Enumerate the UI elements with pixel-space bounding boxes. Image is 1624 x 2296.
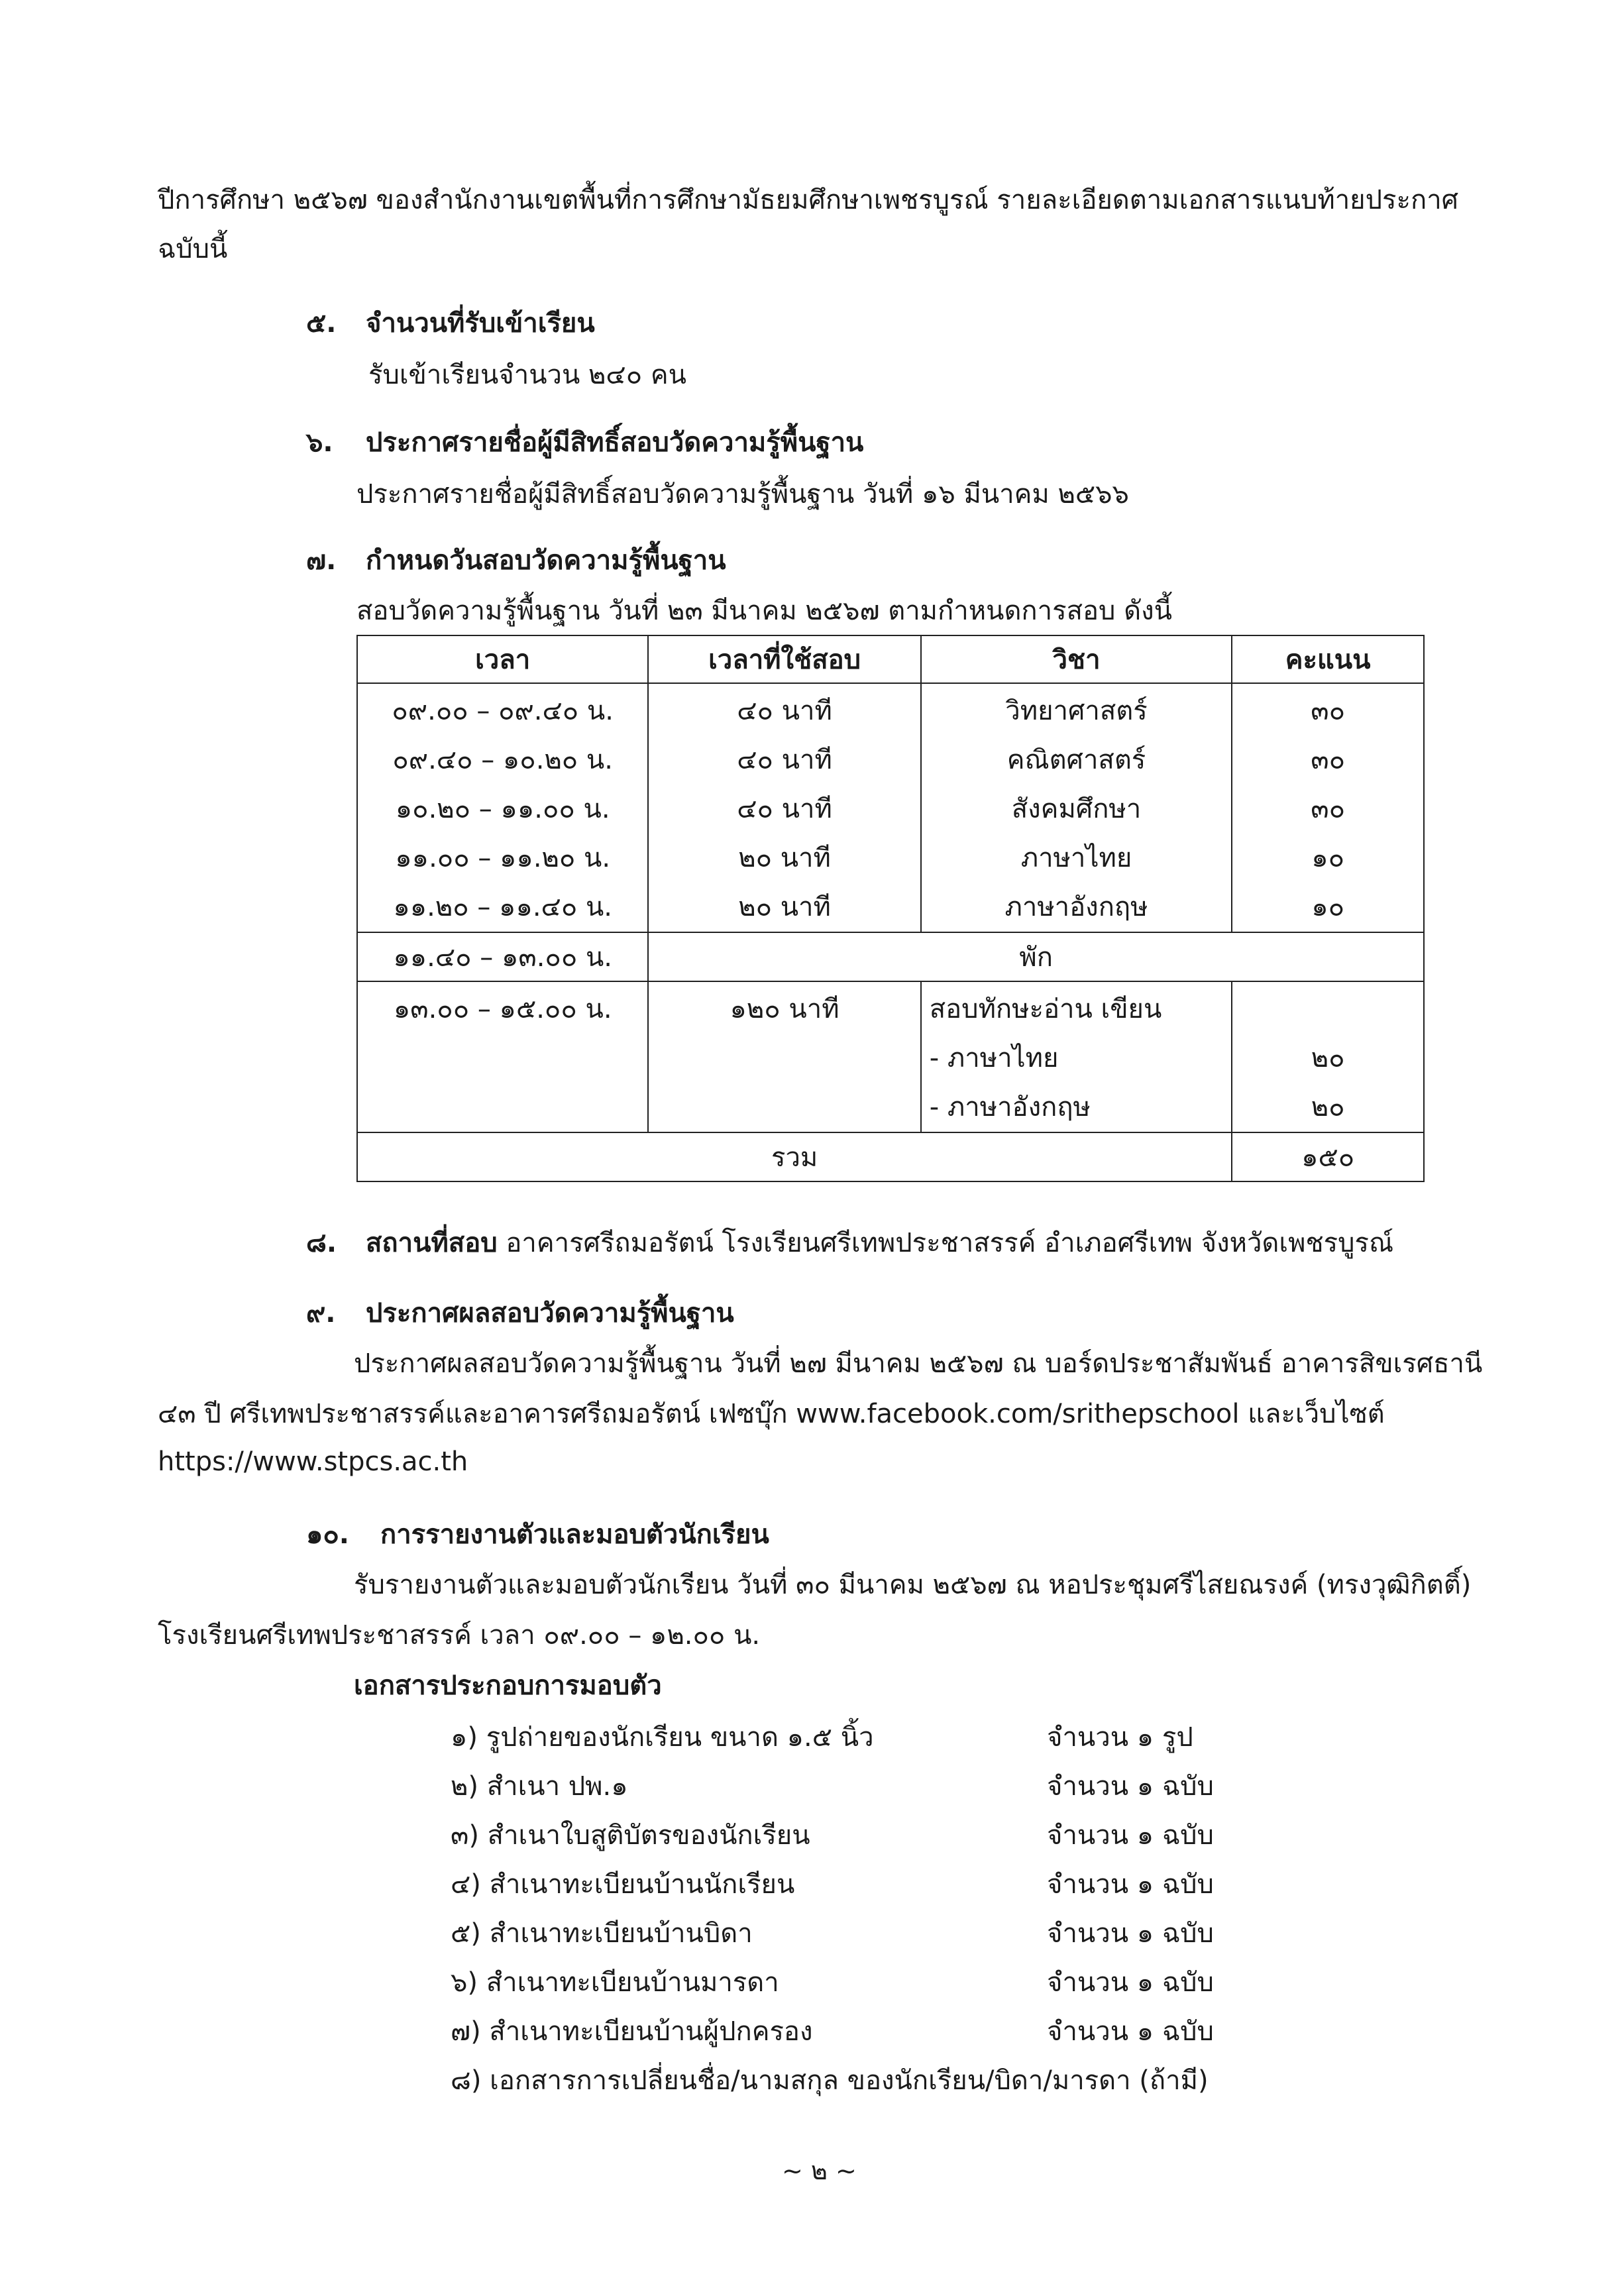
morning-subjects — [921, 683, 1232, 932]
section-6-title: ประกาศรายชื่อผู้มีสิทธิ์สอบวัดความรู้พื้นฐาน — [366, 427, 864, 458]
section-6-number: ๖. — [306, 427, 333, 458]
header-subject: วิชา — [921, 635, 1232, 683]
section-5-number: ๕. — [306, 308, 337, 339]
header-time: เวลา — [357, 635, 648, 683]
subject-cell: ภาษาไทย — [1020, 843, 1132, 873]
afternoon-score-cell — [1232, 981, 1424, 1132]
morning-scores — [1232, 683, 1424, 932]
page-number: ~ ๒ ~ — [782, 2156, 857, 2185]
score-cell: ๑๐ — [1311, 892, 1345, 922]
list-item-qty: จำนวน ๑ ฉบับ — [1047, 1967, 1214, 1998]
table-row-total — [357, 1132, 1424, 1181]
afternoon-subject: สอบทักษะอ่าน เขียน — [929, 994, 1162, 1024]
section-10-number: ๑๐. — [306, 1519, 349, 1550]
subject-cell: วิทยาศาสตร์ — [1005, 696, 1148, 726]
duration-cell: ๔๐ นาที — [737, 745, 832, 775]
list-item: ๓) สำเนาใบสูติบัตรของนักเรียน — [451, 1820, 810, 1851]
list-item-qty: จำนวน ๑ ฉบับ — [1047, 1869, 1214, 1900]
list-item: ๒) สำเนา ปพ.๑ — [451, 1771, 628, 1802]
section-9-line-1: ประกาศผลสอบวัดความรู้พื้นฐาน วันที่ ๒๗ มีนาคม ๒๕๖๗ ณ บอร์ดประชาสัมพันธ์ อาคารสิขเรศธานี — [354, 1348, 1483, 1379]
section-7-title: กำหนดวันสอบวัดความรู้พื้นฐาน — [366, 545, 726, 576]
time-cell: ๐๙.๔๐ – ๑๐.๒๐ น. — [392, 745, 613, 775]
score-cell: ๓๐ — [1311, 745, 1345, 775]
section-10-title: การรายงานตัวและมอบตัวนักเรียน — [380, 1519, 769, 1550]
table-row-afternoon — [357, 981, 1424, 1132]
total-value-cell: ๑๕๐ — [1232, 1132, 1424, 1181]
duration-cell: ๒๐ นาที — [738, 843, 831, 873]
section-9-title: ประกาศผลสอบวัดความรู้พื้นฐาน — [366, 1298, 734, 1329]
score-cell: ๑๐ — [1311, 843, 1345, 873]
list-item: ๖) สำเนาทะเบียนบ้านมารดา — [451, 1967, 779, 1998]
subject-cell: คณิตศาสตร์ — [1006, 745, 1146, 775]
list-item: ๕) สำเนาทะเบียนบ้านบิดา — [451, 1918, 753, 1949]
section-10-heading — [306, 1517, 769, 1552]
total-label-cell: รวม — [357, 1132, 1232, 1181]
time-cell: ๑๐.๒๐ – ๑๑.๐๐ น. — [395, 794, 610, 824]
list-item-qty: จำนวน ๑ ฉบับ — [1047, 2016, 1214, 2047]
section-5-title: จำนวนที่รับเข้าเรียน — [366, 308, 595, 339]
afternoon-time-cell — [357, 981, 648, 1132]
section-5-body: รับเข้าเรียนจำนวน ๒๔๐ คน — [368, 360, 686, 390]
duration-cell: ๔๐ นาที — [737, 696, 832, 726]
break-label-cell: พัก — [648, 932, 1424, 981]
table-row-break — [357, 932, 1424, 981]
duration-cell: ๔๐ นาที — [737, 794, 832, 824]
documents-title: เอกสารประกอบการมอบตัว — [354, 1670, 662, 1701]
list-item-qty: จำนวน ๑ ฉบับ — [1047, 1918, 1214, 1949]
header-duration: เวลาที่ใช้สอบ — [648, 635, 920, 683]
afternoon-time: ๑๓.๐๐ – ๑๕.๐๐ น. — [393, 994, 612, 1024]
list-item: ๘) เอกสารการเปลี่ยนชื่อ/นามสกุล ของนักเรียน/บิดา/มารดา (ถ้ามี) — [451, 2065, 1209, 2096]
subject-cell: ภาษาอังกฤษ — [1004, 892, 1148, 922]
break-time-cell: ๑๑.๔๐ – ๑๓.๐๐ น. — [357, 932, 648, 981]
section-6-body: ประกาศรายชื่อผู้มีสิทธิ์สอบวัดความรู้พื้นฐาน วันที่ ๑๖ มีนาคม ๒๕๖๖ — [356, 479, 1129, 510]
section-7-heading — [306, 543, 726, 578]
subject-cell: สังคมศึกษา — [1011, 794, 1142, 824]
exam-schedule-table — [356, 635, 1425, 1182]
afternoon-sub2-score: ๒๐ — [1311, 1092, 1345, 1122]
score-cell: ๓๐ — [1311, 794, 1345, 824]
list-item-qty: จำนวน ๑ ฉบับ — [1047, 1771, 1214, 1802]
section-9-number: ๙. — [306, 1298, 336, 1329]
list-item: ๗) สำเนาทะเบียนบ้านผู้ปกครอง — [451, 2016, 813, 2047]
afternoon-sub2: - ภาษาอังกฤษ — [929, 1092, 1091, 1122]
table-row — [357, 683, 1424, 932]
afternoon-sub1-score: ๒๐ — [1311, 1043, 1345, 1073]
section-8-body: อาคารศรีถมอรัตน์ โรงเรียนศรีเทพประชาสรรค์ อำเภอศรีเทพ จังหวัดเพชรบูรณ์ — [506, 1228, 1394, 1258]
section-7-body: สอบวัดความรู้พื้นฐาน วันที่ ๒๓ มีนาคม ๒๕๖๗ ตามกำหนดการสอบ ดังนี้ — [356, 596, 1172, 626]
afternoon-subject-cell — [921, 981, 1232, 1132]
time-cell: ๑๑.๒๐ – ๑๑.๔๐ น. — [393, 892, 613, 922]
list-item-qty: จำนวน ๑ รูป — [1047, 1722, 1193, 1753]
time-cell: ๑๑.๐๐ – ๑๑.๒๐ น. — [395, 843, 611, 873]
header-score: คะแนน — [1232, 635, 1424, 683]
score-cell: ๓๐ — [1311, 696, 1345, 726]
list-item: ๔) สำเนาทะเบียนบ้านนักเรียน — [451, 1869, 795, 1900]
morning-durations — [648, 683, 920, 932]
list-item: ๑) รูปถ่ายของนักเรียน ขนาด ๑.๕ นิ้ว — [451, 1722, 874, 1753]
section-9-website: https://www.stpcs.ac.th — [158, 1447, 468, 1477]
section-8-number: ๘. — [306, 1228, 337, 1258]
afternoon-duration-cell — [648, 981, 920, 1132]
section-6-heading — [306, 425, 863, 460]
section-5-heading — [306, 306, 595, 341]
morning-times — [357, 683, 648, 932]
section-8-title: สถานที่สอบ — [366, 1228, 498, 1258]
section-8-line — [306, 1226, 1393, 1260]
intro-line-1: ปีการศึกษา ๒๕๖๗ ของสำนักงานเขตพื้นที่การศึกษามัธยมศึกษาเพชรบูรณ์ รายละเอียดตามเอกสารแนบท้ายประกาศ — [158, 185, 1459, 215]
section-9-line-2: ๔๓ ปี ศรีเทพประชาสรรค์และอาคารศรีถมอรัตน์ เฟซบุ๊ก www.facebook.com/srithepschool และเว็บไซต์ — [158, 1399, 1385, 1429]
section-9-heading — [306, 1296, 734, 1331]
section-10-line-1: รับรายงานตัวและมอบตัวนักเรียน วันที่ ๓๐ มีนาคม ๒๕๖๗ ณ หอประชุมศรีไสยณรงค์ (ทรงวุฒิกิตติ์) — [354, 1570, 1472, 1600]
afternoon-duration: ๑๒๐ นาที — [730, 994, 839, 1024]
list-item-qty: จำนวน ๑ ฉบับ — [1047, 1820, 1214, 1851]
time-cell: ๐๙.๐๐ – ๐๙.๔๐ น. — [392, 696, 614, 726]
section-7-number: ๗. — [306, 545, 337, 576]
intro-line-2: ฉบับนี้ — [158, 234, 228, 264]
table-header-row — [357, 635, 1424, 683]
duration-cell: ๒๐ นาที — [738, 892, 831, 922]
afternoon-sub1: - ภาษาไทย — [929, 1043, 1059, 1073]
section-10-line-2: โรงเรียนศรีเทพประชาสรรค์ เวลา ๐๙.๐๐ – ๑๒.๐๐ น. — [158, 1620, 761, 1651]
